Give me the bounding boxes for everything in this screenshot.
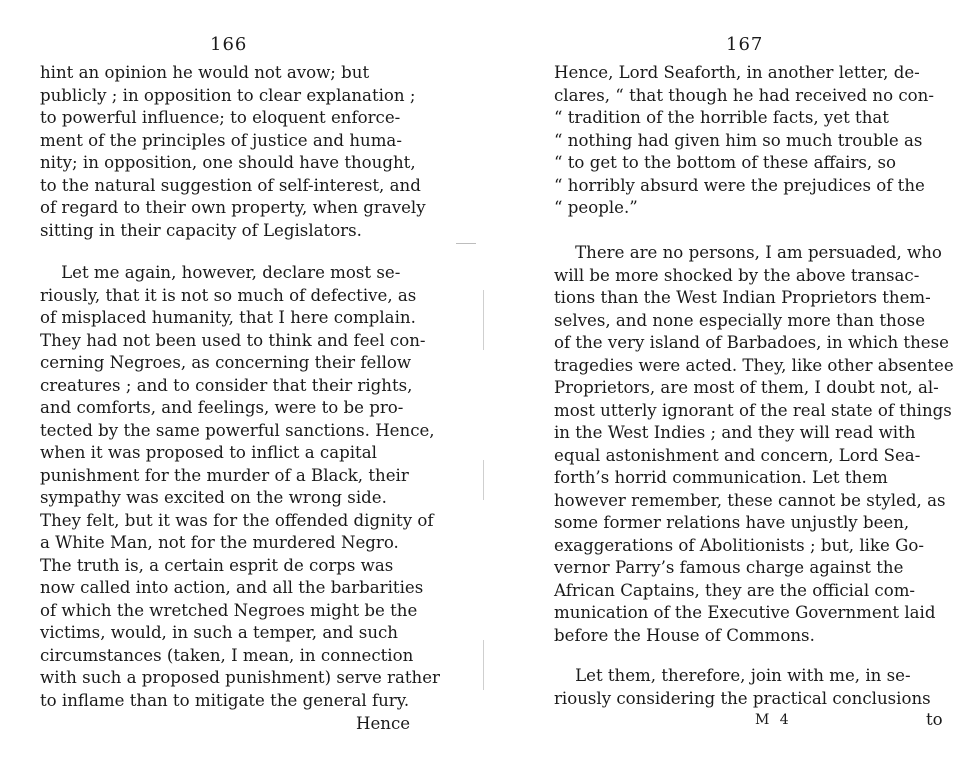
margin-mark [456, 243, 476, 244]
gutter-shadow [483, 640, 484, 690]
left-catchword: Hence [356, 714, 411, 733]
right-paragraph-1: Hence, Lord Seaforth, in another letter, de- clares, “ that though he had received no con- “ tradition of the horrible facts, yet that “ nothing had given him so much trouble as “ to get to the bottom of these affairs, so “ horribly absurd were the prejudices of the “ people.” [554, 63, 934, 217]
gutter-shadow [483, 290, 484, 350]
gutter-shadow [483, 460, 484, 500]
right-catchword: to [926, 710, 943, 729]
right-paragraph-3: Let them, therefore, join with me, in se- riously considering the practical conclusions [554, 666, 931, 708]
left-paragraph-2: Let me again, however, declare most se- riously, that it is not so much of defective, as of misplaced humanity, that I here complain. They had not been used to think and feel con- cerning Negroes, as concerning their fellow creatures ; and to consider that their rights, and comforts, and feelings, were to be pro- tected by the same powerful sanctions. Hence, when it was proposed to inflict a capital punishment for the murder of a Black, their sympathy was excited on the wrong side. They felt, but it was for the offended dignity of a White Man, not for the murdered Negro. The truth is, a certain esprit de corps was now called into action, and all the barbarities of which the wretched Negroes might be the victims, would, in such a temper, and such circumstances (taken, I mean, in connection with such a proposed punishment) serve rather to inflame than to mitigate the general fury. [40, 263, 440, 710]
page-number-right: 167 [726, 34, 764, 55]
page-gutter [480, 0, 490, 770]
left-paragraph-1: hint an opinion he would not avow; but publicly ; in opposition to clear explanation ; to powerful influence; to eloquent enforce- ment of the principles of justice and huma- nity; in opposition, one should have thought, to the natural suggestion of self-interest, and of regard to their own property, when gravely sitting in their capacity of Legislators. [40, 63, 426, 240]
signature-mark: M 4 [755, 712, 792, 728]
right-paragraph-2: There are no persons, I am persuaded, who will be more shocked by the above transac- tions than the West Indian Proprietors them- selves, and none especially more than those of the very island of Barbadoes, in which these tragedies were acted. They, like other absentee Proprietors, are most of them, I doubt not, al- most utterly ignorant of the real state of things in the West Indies ; and they will read with equal astonishment and concern, Lord Sea- forth’s horrid communication. Let them however remember, these cannot be styled, as some former relations have unjustly been, exaggerations of Abolitionists ; but, like Go- vernor Parry’s famous charge against the African Captains, they are the official com- munication of the Executive Government laid before the House of Commons. [554, 243, 954, 645]
page-number-left: 166 [210, 34, 248, 55]
